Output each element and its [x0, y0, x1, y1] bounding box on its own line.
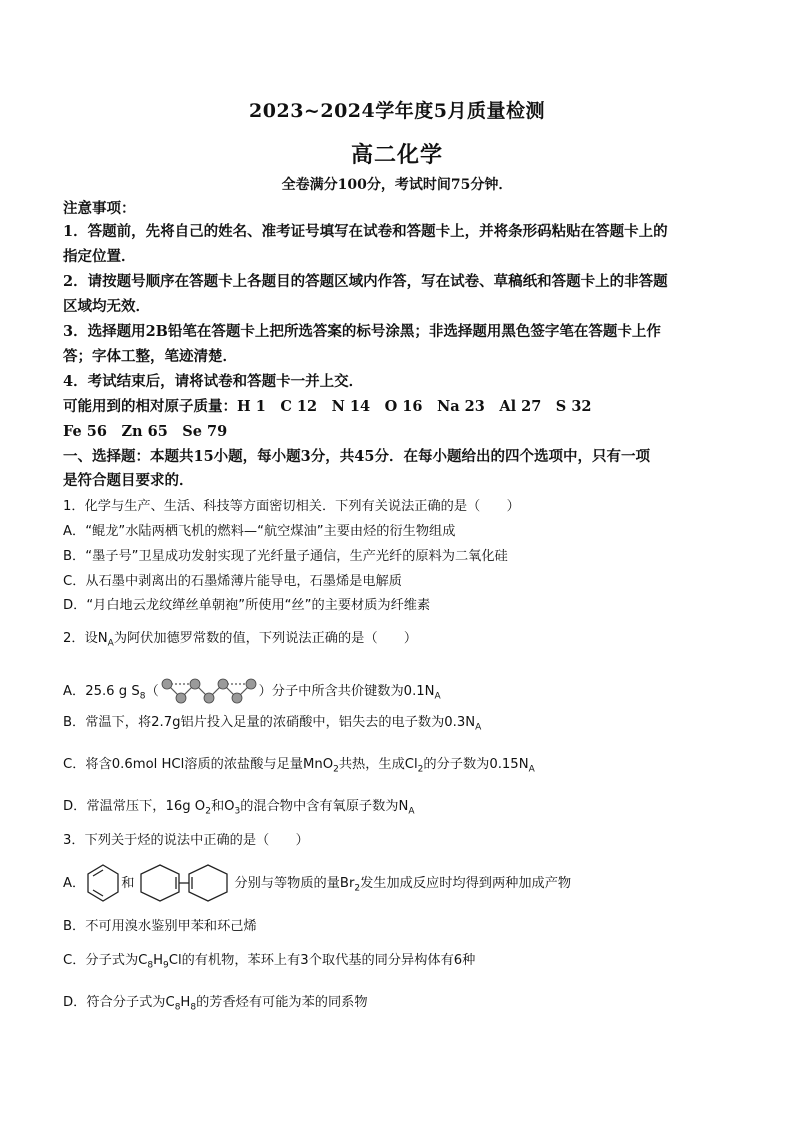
note-3-line-2: 答；字体工整，笔迹清楚．	[63, 348, 237, 365]
q3-option-d: D．符合分子式为$C_8H_8$的芳香烃有可能为苯的同系物	[63, 995, 368, 1013]
q2-option-a: A．25.6 g $S_8$（ ）分子中所含共价键数为$0.1N_A$	[63, 676, 733, 707]
section1-heading-line-2: 是符合题目要求的．	[63, 472, 194, 489]
q1-option-c: C．从石墨中剥离出的石墨烯薄片能导电，石墨烯是电解质	[63, 574, 402, 589]
q1-option-b: B．“墨子号”卫星成功发射实现了光纤量子通信，生产光纤的原料为二氧化硅	[63, 549, 508, 564]
atomic-masses-line-2: Fe 56 Zn 65 Se 79	[63, 423, 228, 440]
exam-info: 全卷满分100分，考试时间75分钟．	[281, 177, 513, 193]
q3-option-a: A． 和 分别与等物质的量$Br_2$发生加成反应时均得到两种加成产物	[63, 859, 733, 909]
bicyclohexenyl-structure-icon	[134, 861, 234, 905]
note-1-line-2: 指定位置．	[63, 248, 136, 265]
note-3-line-1: 3．选择题用2B铅笔在答题卡上把所选答案的标号涂黑；非选择题用黑色签字笔在答题卡上作	[63, 323, 661, 340]
exam-title: 2023~2024学年度5月质量检测	[249, 100, 545, 122]
note-4: 4．考试结束后，请将试卷和答题卡一并上交．	[63, 373, 364, 390]
q2-stem: 2．设$N_A$为阿伏加德罗常数的值，下列说法正确的是（ ）	[63, 631, 418, 649]
note-2-line-2: 区域均无效．	[63, 298, 150, 315]
subject-title: 高二化学	[350, 142, 443, 168]
q3-option-b: B．不可用溴水鉴别甲苯和环己烯	[63, 919, 257, 934]
cyclohexadiene-structure-icon	[85, 861, 121, 905]
q1-option-a: A．“鲲龙”水陆两栖飞机的燃料—“航空煤油”主要由烃的衍生物组成	[63, 524, 456, 539]
note-2-line-1: 2．请按题号顺序在答题卡上各题目的答题区域内作答，写在试卷、草稿纸和答题卡上的非答题	[63, 273, 668, 290]
q1-stem: 1．化学与生产、生活、科技等方面密切相关．下列有关说法正确的是（ ）	[63, 499, 520, 514]
q1-option-d: D．“月白地云龙纹缂丝单朝袍”所使用“丝”的主要材质为纤维素	[63, 598, 431, 613]
q2-option-b: B．常温下，将2.7g铝片投入足量的浓硝酸中，铝失去的电子数为$0.3N_A$	[63, 715, 482, 733]
q2-option-c: C．将含0.6mol HCl溶质的浓盐酸与足量MnO$_2$共热，生成$Cl_2$的分子数为$0.15N_A$	[63, 757, 535, 775]
notes-heading: 注意事项：	[63, 200, 136, 217]
q3-option-c: C．分子式为$C_8H_9Cl$的有机物，苯环上有3个取代基的同分异构体有6种	[63, 953, 476, 971]
q3-stem: 3．下列关于烃的说法中正确的是（ ）	[63, 833, 309, 848]
atomic-masses-line-1: 可能用到的相对原子质量：H 1 C 12 N 14 O 16 Na 23 Al 27 S 32	[63, 398, 592, 415]
section1-heading-line-1: 一、选择题：本题共15小题，每小题3分，共45分．在每小题给出的四个选项中，只有一项	[63, 448, 650, 465]
q2-option-d: D．常温常压下，16g $O_2$和$O_3$的混合物中含有氧原子数为$N_A$	[63, 799, 415, 817]
s8-molecule-icon	[159, 676, 259, 706]
note-1-line-1: 1．答题前，先将自己的姓名、准考证号填写在试卷和答题卡上，并将条形码粘贴在答题卡上的	[63, 223, 668, 240]
